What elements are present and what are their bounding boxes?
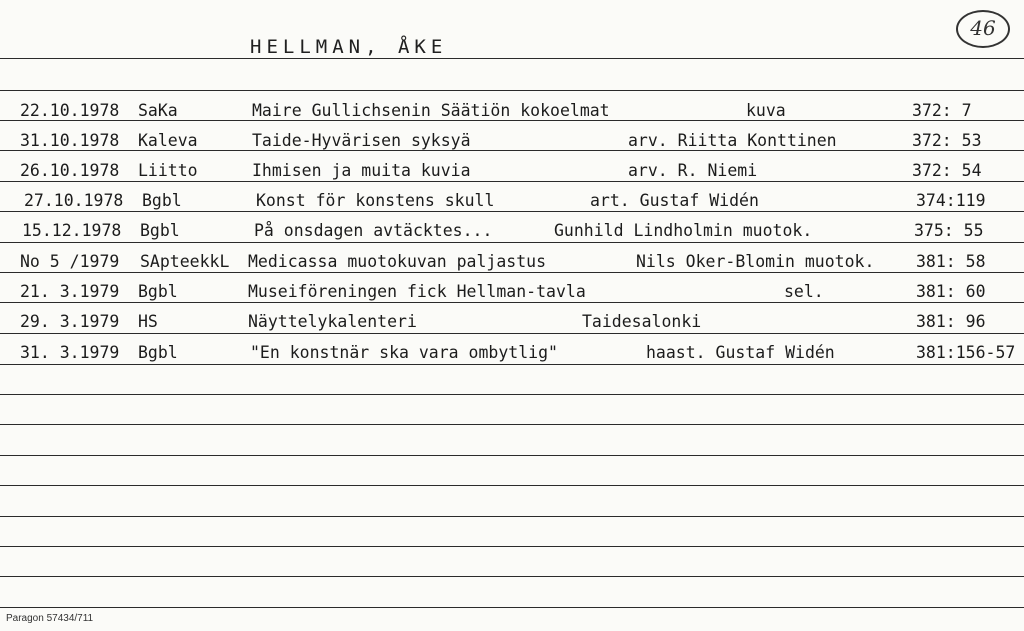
- entry-row: [0, 187, 1024, 217]
- entry-row: [0, 127, 1024, 157]
- entry-date: 15.12.1978: [22, 221, 122, 240]
- entry-title: Ihmisen ja muita kuvia: [252, 161, 471, 180]
- entry-note: Gunhild Lindholmin muotok.: [554, 221, 813, 240]
- entry-ref: 372: 53: [912, 131, 982, 150]
- rule-line: [0, 516, 1024, 517]
- entry-source: Bgbl: [138, 282, 178, 301]
- entry-source: SaKa: [138, 101, 178, 120]
- entry-source: HS: [138, 312, 158, 331]
- entry-date: 29. 3.1979: [20, 312, 120, 331]
- entry-title: Medicassa muotokuvan paljastus: [248, 252, 547, 271]
- entry-title: På onsdagen avtäcktes...: [254, 221, 493, 240]
- card-title: HELLMAN, ÅKE: [250, 36, 448, 58]
- entry-ref: 372: 7: [912, 101, 972, 120]
- entry-title: "En konstnär ska vara ombytlig": [250, 343, 558, 362]
- rule-line: [0, 546, 1024, 547]
- entry-source: Kaleva: [138, 131, 198, 150]
- entry-date: 21. 3.1979: [20, 282, 120, 301]
- entry-date: No 5 /1979: [20, 252, 120, 271]
- entry-title: Museiföreningen fick Hellman-tavla: [248, 282, 586, 301]
- entry-title: Taide-Hyvärisen syksyä: [252, 131, 471, 150]
- rule-line: [0, 607, 1024, 608]
- entry-ref: 381: 58: [916, 252, 986, 271]
- entry-note: arv. R. Niemi: [628, 161, 758, 180]
- entry-ref: 375: 55: [914, 221, 984, 240]
- entry-source: Bgbl: [138, 343, 178, 362]
- entry-ref: 372: 54: [912, 161, 982, 180]
- entry-date: 22.10.1978: [20, 101, 120, 120]
- entry-note: Nils Oker-Blomin muotok.: [636, 252, 875, 271]
- entry-row: [0, 97, 1024, 127]
- entry-source: Liitto: [138, 161, 198, 180]
- entry-row: [0, 217, 1024, 247]
- entry-ref: 381: 96: [916, 312, 986, 331]
- rule-line: [0, 455, 1024, 456]
- rule-line: [0, 90, 1024, 91]
- entry-title: Maire Gullichsenin Säätiön kokoelmat: [252, 101, 610, 120]
- entry-note: kuva: [746, 101, 786, 120]
- entry-row: [0, 339, 1024, 369]
- entry-note: haast. Gustaf Widén: [646, 343, 835, 362]
- entry-row: [0, 248, 1024, 278]
- entry-source: Bgbl: [142, 191, 182, 210]
- entry-note: sel.: [784, 282, 824, 301]
- printer-imprint: Paragon 57434/711: [6, 613, 94, 624]
- entry-ref: 374:119: [916, 191, 986, 210]
- entry-date: 26.10.1978: [20, 161, 120, 180]
- entry-ref: 381: 60: [916, 282, 986, 301]
- rule-line: [0, 424, 1024, 425]
- entry-row: [0, 278, 1024, 308]
- entry-title: Näyttelykalenteri: [248, 312, 417, 331]
- entry-date: 27.10.1978: [24, 191, 124, 210]
- entry-source: SApteekkL: [140, 252, 230, 271]
- entry-date: 31. 3.1979: [20, 343, 120, 362]
- rule-line: [0, 485, 1024, 486]
- entry-note: Taidesalonki: [582, 312, 702, 331]
- entry-row: [0, 157, 1024, 187]
- entry-note: art. Gustaf Widén: [590, 191, 759, 210]
- rule-line: [0, 394, 1024, 395]
- entry-note: arv. Riitta Konttinen: [628, 131, 837, 150]
- entry-title: Konst för konstens skull: [256, 191, 495, 210]
- rule-line: [0, 58, 1024, 59]
- entry-date: 31.10.1978: [20, 131, 120, 150]
- entry-source: Bgbl: [140, 221, 180, 240]
- entry-row: [0, 308, 1024, 338]
- entry-ref: 381:156-57: [916, 343, 1016, 362]
- card-number-circle: 46: [956, 10, 1010, 48]
- rule-line: [0, 576, 1024, 577]
